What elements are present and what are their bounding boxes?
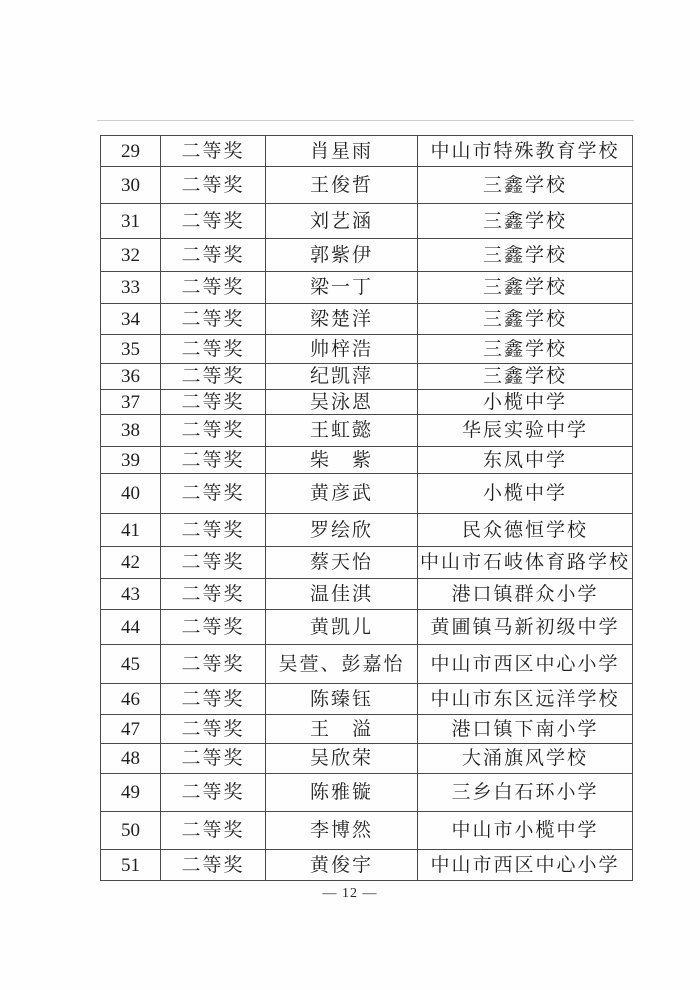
winner-name-cell: 刘艺涵	[266, 204, 418, 239]
award-level-cell: 二等奖	[161, 812, 266, 850]
award-level-cell: 二等奖	[161, 335, 266, 364]
school-name-cell: 三鑫学校	[418, 239, 633, 272]
winner-name-cell: 梁一丁	[266, 272, 418, 304]
row-number-cell: 30	[101, 167, 161, 204]
school-name-cell: 民众德恒学校	[418, 514, 633, 547]
table-row	[101, 447, 633, 474]
table-row	[101, 136, 633, 167]
row-number-cell: 36	[101, 364, 161, 390]
table-row	[101, 335, 633, 364]
school-name-cell: 港口镇群众小学	[418, 579, 633, 610]
table-row	[101, 304, 633, 335]
award-level-cell: 二等奖	[161, 474, 266, 514]
table-row	[101, 850, 633, 881]
award-level-cell: 二等奖	[161, 850, 266, 881]
row-number-cell: 31	[101, 204, 161, 239]
school-name-cell: 三鑫学校	[418, 272, 633, 304]
award-level-cell: 二等奖	[161, 684, 266, 715]
row-number-cell: 44	[101, 610, 161, 645]
winner-name-cell: 纪凯萍	[266, 364, 418, 390]
winner-name-cell: 柴 紫	[266, 447, 418, 474]
winner-name-cell: 黄彦武	[266, 474, 418, 514]
winner-name-cell: 陈雅镟	[266, 774, 418, 812]
award-level-cell: 二等奖	[161, 744, 266, 774]
table-row	[101, 684, 633, 715]
row-number-cell: 39	[101, 447, 161, 474]
winner-name-cell: 梁楚洋	[266, 304, 418, 335]
row-number-cell: 50	[101, 812, 161, 850]
row-number-cell: 40	[101, 474, 161, 514]
table-row	[101, 812, 633, 850]
table-row	[101, 774, 633, 812]
school-name-cell: 小榄中学	[418, 390, 633, 415]
winner-name-cell: 吴欣荣	[266, 744, 418, 774]
table-row	[101, 645, 633, 684]
winner-name-cell: 李博然	[266, 812, 418, 850]
award-level-cell: 二等奖	[161, 447, 266, 474]
school-name-cell: 黄圃镇马新初级中学	[418, 610, 633, 645]
row-number-cell: 29	[101, 136, 161, 167]
table-row	[101, 167, 633, 204]
table-row	[101, 272, 633, 304]
winner-name-cell: 陈臻钰	[266, 684, 418, 715]
table-row	[101, 364, 633, 390]
row-number-cell: 49	[101, 774, 161, 812]
winner-name-cell: 王虹懿	[266, 415, 418, 447]
school-name-cell: 三鑫学校	[418, 335, 633, 364]
row-number-cell: 46	[101, 684, 161, 715]
row-number-cell: 41	[101, 514, 161, 547]
award-level-cell: 二等奖	[161, 239, 266, 272]
winner-name-cell: 肖星雨	[266, 136, 418, 167]
winner-name-cell: 吴泳恩	[266, 390, 418, 415]
row-number-cell: 32	[101, 239, 161, 272]
row-number-cell: 51	[101, 850, 161, 881]
row-number-cell: 47	[101, 715, 161, 744]
award-level-cell: 二等奖	[161, 304, 266, 335]
school-name-cell: 中山市西区中心小学	[418, 850, 633, 881]
table-row	[101, 239, 633, 272]
school-name-cell: 大涌旗风学校	[418, 744, 633, 774]
school-name-cell: 三乡白石环小学	[418, 774, 633, 812]
school-name-cell: 东凤中学	[418, 447, 633, 474]
school-name-cell: 三鑫学校	[418, 167, 633, 204]
award-level-cell: 二等奖	[161, 390, 266, 415]
award-level-cell: 二等奖	[161, 547, 266, 579]
school-name-cell: 中山市西区中心小学	[418, 645, 633, 684]
table-row	[101, 474, 633, 514]
school-name-cell: 中山市小榄中学	[418, 812, 633, 850]
table-row	[101, 415, 633, 447]
school-name-cell: 三鑫学校	[418, 204, 633, 239]
table-row	[101, 715, 633, 744]
row-number-cell: 37	[101, 390, 161, 415]
school-name-cell: 三鑫学校	[418, 364, 633, 390]
table-row	[101, 579, 633, 610]
row-number-cell: 48	[101, 744, 161, 774]
winner-name-cell: 罗绘欣	[266, 514, 418, 547]
winner-name-cell: 温佳淇	[266, 579, 418, 610]
award-table	[100, 135, 633, 881]
winner-name-cell: 黄俊宇	[266, 850, 418, 881]
row-number-cell: 45	[101, 645, 161, 684]
award-level-cell: 二等奖	[161, 167, 266, 204]
school-name-cell: 华辰实验中学	[418, 415, 633, 447]
award-level-cell: 二等奖	[161, 774, 266, 812]
award-level-cell: 二等奖	[161, 272, 266, 304]
row-number-cell: 38	[101, 415, 161, 447]
school-name-cell: 小榄中学	[418, 474, 633, 514]
row-number-cell: 34	[101, 304, 161, 335]
table-row	[101, 390, 633, 415]
page-number: — 12 —	[322, 886, 378, 901]
table-row	[101, 204, 633, 239]
table-top-artifact-line	[97, 120, 634, 121]
school-name-cell: 港口镇下南小学	[418, 715, 633, 744]
winner-name-cell: 郭紫伊	[266, 239, 418, 272]
award-level-cell: 二等奖	[161, 645, 266, 684]
row-number-cell: 42	[101, 547, 161, 579]
school-name-cell: 三鑫学校	[418, 304, 633, 335]
school-name-cell: 中山市东区远洋学校	[418, 684, 633, 715]
award-level-cell: 二等奖	[161, 204, 266, 239]
row-number-cell: 33	[101, 272, 161, 304]
school-name-cell: 中山市特殊教育学校	[418, 136, 633, 167]
winner-name-cell: 黄凯儿	[266, 610, 418, 645]
row-number-cell: 35	[101, 335, 161, 364]
winner-name-cell: 吴萱、彭嘉怡	[266, 645, 418, 684]
table-row	[101, 547, 633, 579]
school-name-cell: 中山市石岐体育路学校	[418, 547, 633, 579]
award-level-cell: 二等奖	[161, 136, 266, 167]
winner-name-cell: 王俊哲	[266, 167, 418, 204]
winner-name-cell: 帅梓浩	[266, 335, 418, 364]
award-table-body	[101, 136, 633, 881]
table-row	[101, 514, 633, 547]
table-row	[101, 610, 633, 645]
award-level-cell: 二等奖	[161, 610, 266, 645]
award-level-cell: 二等奖	[161, 715, 266, 744]
award-level-cell: 二等奖	[161, 579, 266, 610]
award-level-cell: 二等奖	[161, 514, 266, 547]
winner-name-cell: 王 溢	[266, 715, 418, 744]
table-row	[101, 744, 633, 774]
winner-name-cell: 蔡天怡	[266, 547, 418, 579]
award-level-cell: 二等奖	[161, 364, 266, 390]
award-level-cell: 二等奖	[161, 415, 266, 447]
row-number-cell: 43	[101, 579, 161, 610]
